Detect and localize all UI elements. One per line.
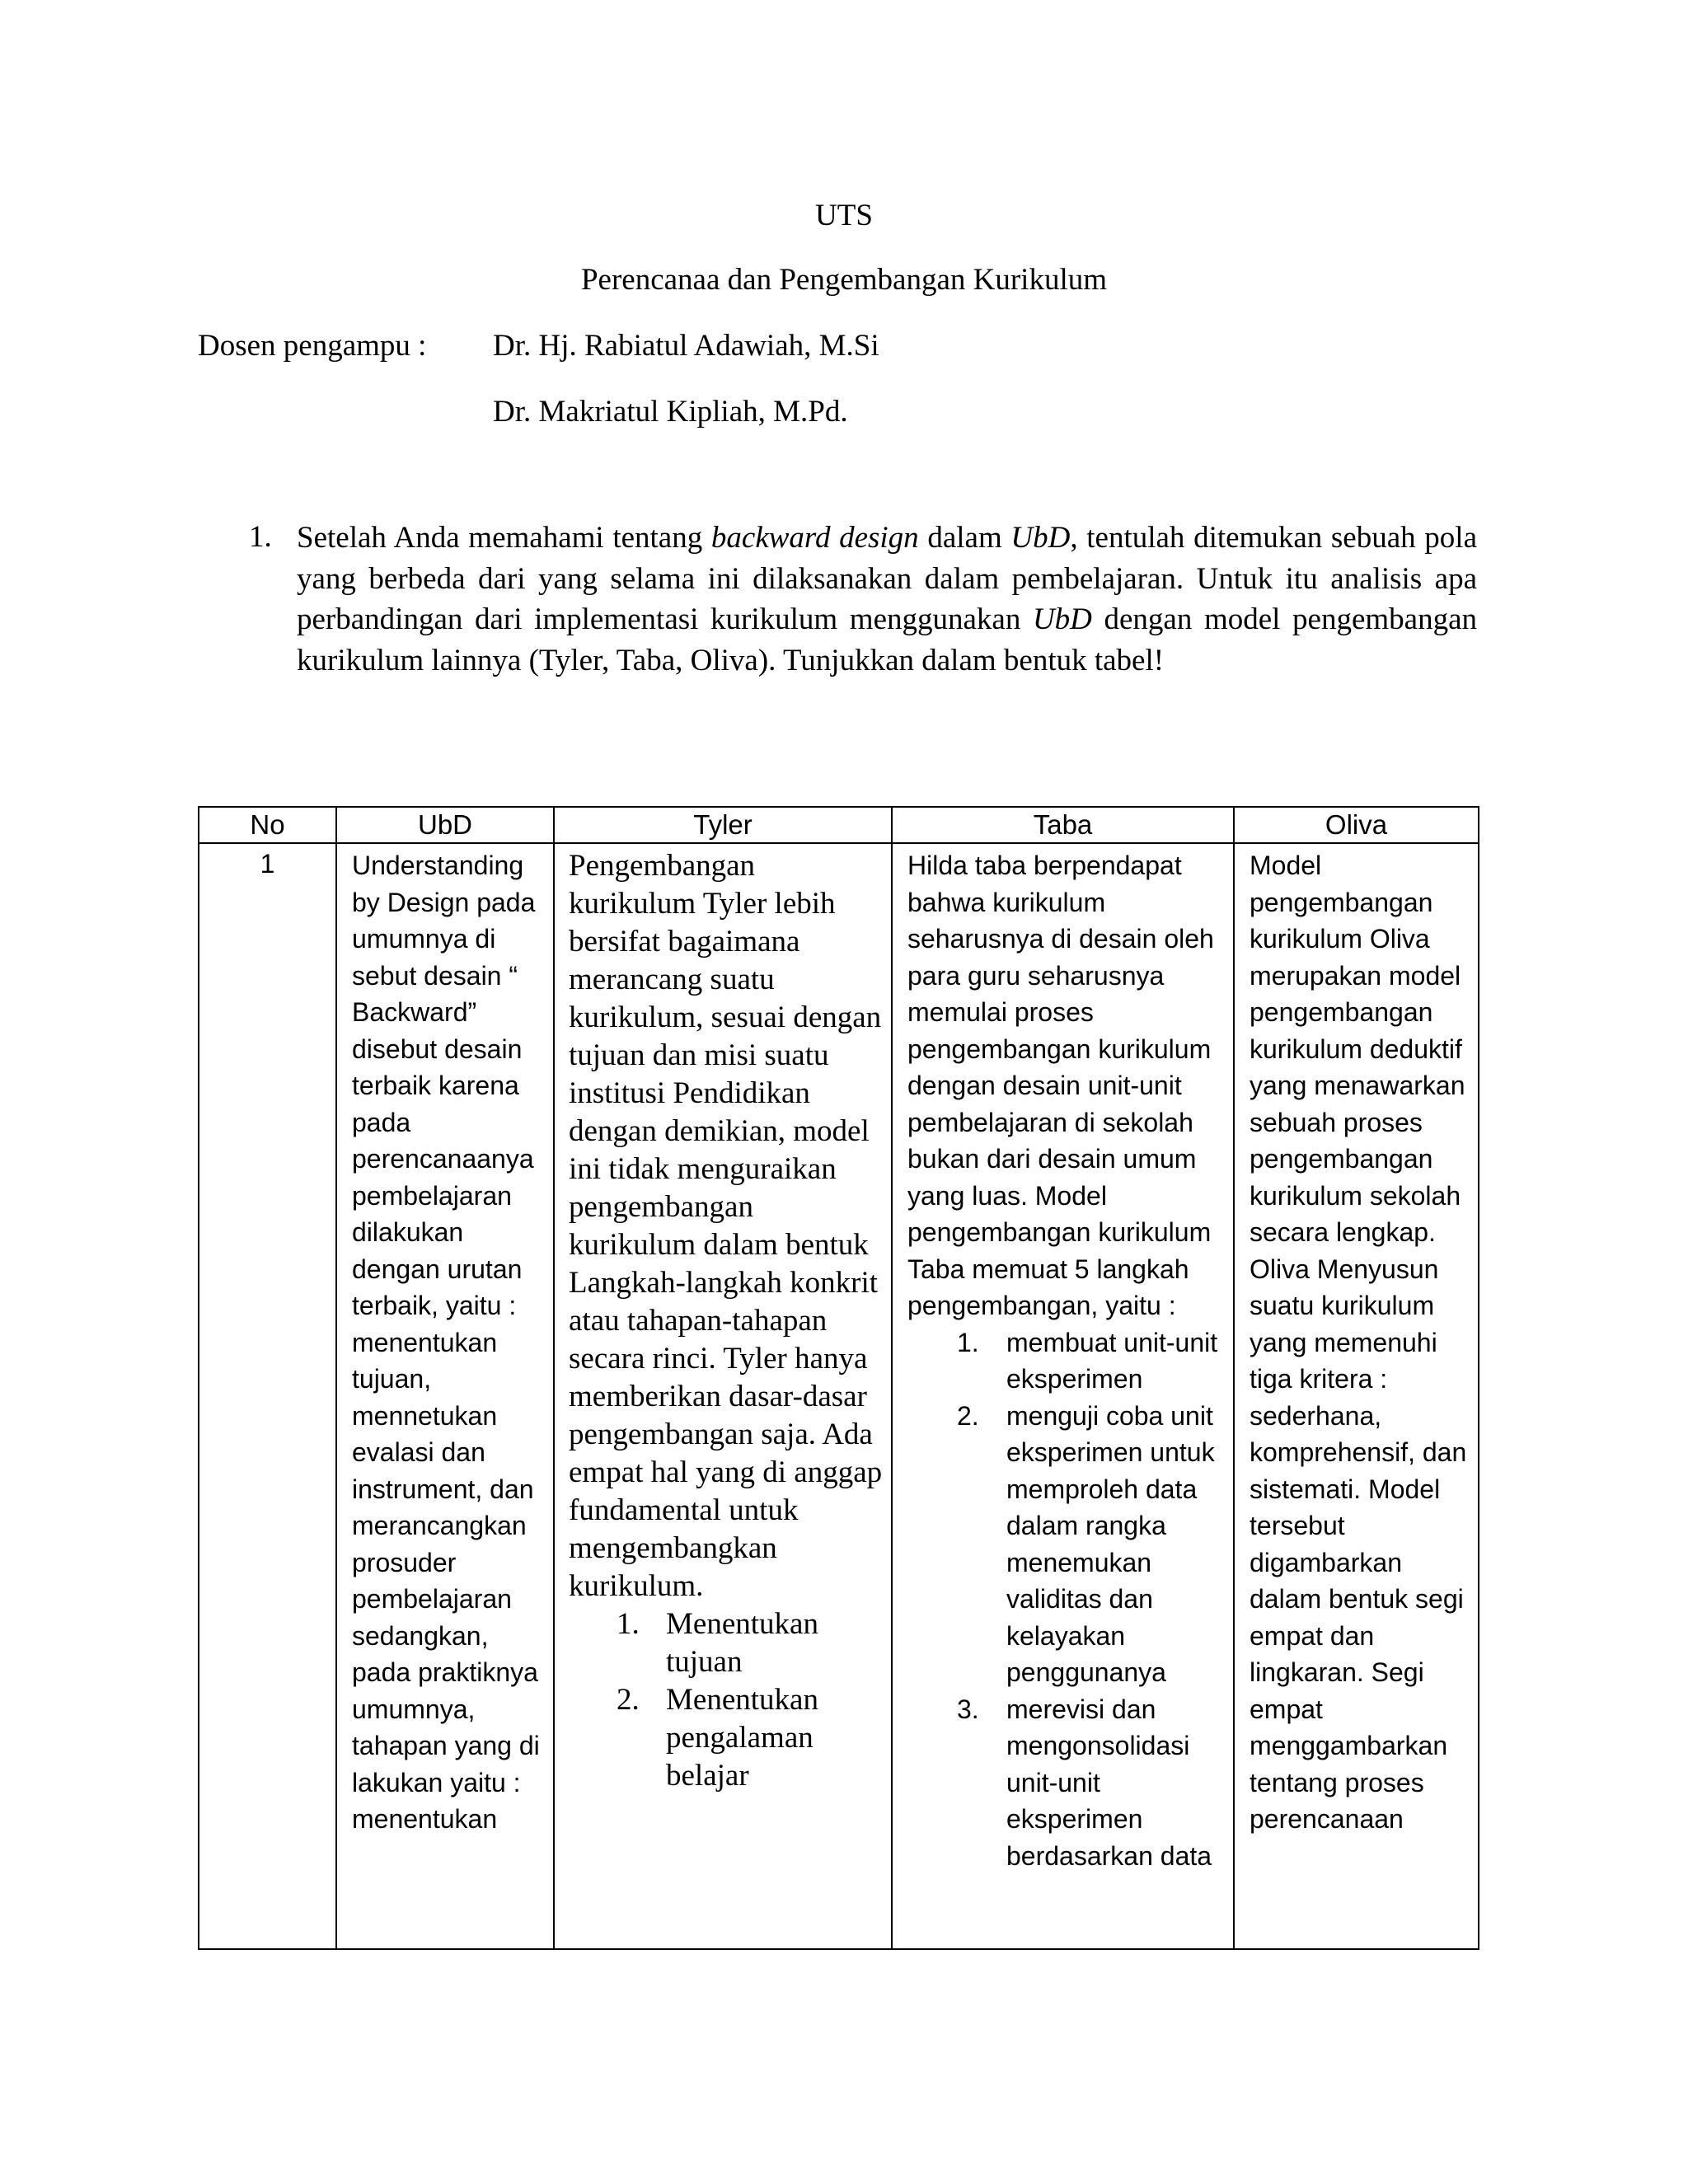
cell-oliva: Model pengembangan kurikulum Oliva merupakan model pengembangan kurikulum deduktif yang menawarkan sebuah proses pengembangan kurikulum sekolah secara lengkap. Oliva Menyusun suatu kurikulum yang memenuhi tiga kritera : sederhana, komprehensif, dan sistemati. Model tersebut digambarkan dalam bentuk segi empat dan lingkaran. Segi empat menggambarkan tentang proses perencanaan xyxy=(1234,843,1479,1949)
comparison-table xyxy=(198,806,1479,1950)
document-title: UTS xyxy=(815,199,873,232)
list-text: Menentukan pengalaman belajar xyxy=(666,1683,818,1793)
question-term: UbD xyxy=(1010,521,1071,555)
taba-list xyxy=(907,1324,1228,1875)
list-number: 1. xyxy=(957,1327,979,1357)
list-item xyxy=(907,1691,1228,1875)
list-text: membuat unit-unit eksperimen xyxy=(1006,1327,1218,1394)
list-number: 2. xyxy=(957,1400,979,1431)
list-item xyxy=(907,1398,1228,1691)
cell-ubd: Understanding by Design pada umumnya di sebut desain “ Backward” disebut desain terbaik karena pada perencanaanya pembelajaran dilakukan dengan urutan terbaik, yaitu : menentukan tujuan, mennetukan evalasi dan instrument, dan merancangkan prosuder pembelajaran sedangkan, pada praktiknya umumnya, tahapan yang di lakukan yaitu : menentukan xyxy=(336,843,554,1949)
header-oliva: Oliva xyxy=(1234,807,1479,843)
header-no: No xyxy=(199,807,336,843)
header-tyler: Tyler xyxy=(554,807,892,843)
list-text: merevisi dan mengonsolidasi unit-unit eksperimen berdasarkan data xyxy=(1006,1694,1212,1871)
question-text-part: dalam xyxy=(918,521,1011,555)
list-item xyxy=(569,1605,884,1681)
lecturer-name: Dr. Hj. Rabiatul Adawiah, M.Si xyxy=(493,329,879,363)
lecturer-name: Dr. Makriatul Kipliah, M.Pd. xyxy=(493,395,848,429)
question-text-part: , tentulah ditemukan sebuah pola yang berbeda dari yang selama ini dilaksanakan dalam pembelajaran. Untuk itu analisis apa perbandingan dari implementasi kurikulum menggunakan xyxy=(297,521,1477,637)
lecturer-label: Dosen pengampu : xyxy=(198,329,427,363)
table-header-row xyxy=(199,807,1479,843)
question-text xyxy=(297,518,1477,681)
list-text: Menentukan tujuan xyxy=(666,1607,818,1679)
list-number: 1. xyxy=(617,1607,640,1641)
question-text-part: Setelah Anda memahami tentang xyxy=(297,521,711,555)
list-text: menguji coba unit eksperimen untuk memproleh data dalam rangka menemukan validitas dan kelayakan penggunanya xyxy=(1006,1400,1215,1687)
list-number: 2. xyxy=(617,1683,640,1717)
tyler-intro: Pengembangan kurikulum Tyler lebih bersifat bagaimana merancang suatu kurikulum, sesuai dengan tujuan dan misi suatu institusi Pendidikan dengan demikian, model ini tidak menguraikan pengembangan kurikulum dalam bentuk Langkah-langkah konkrit atau tahapan-tahapan secara rinci. Tyler hanya memberikan dasar-dasar pengembangan saja. Ada empat hal yang di anggap fundamental untuk mengembangkan kurikulum. xyxy=(569,849,883,1603)
cell-no: 1 xyxy=(199,843,336,1949)
tyler-list xyxy=(569,1605,884,1795)
list-number: 3. xyxy=(957,1694,979,1724)
table-row xyxy=(199,843,1479,1949)
question-term: UbD xyxy=(1032,602,1092,637)
list-item xyxy=(569,1681,884,1795)
cell-taba xyxy=(892,843,1234,1949)
cell-tyler xyxy=(554,843,892,1949)
list-item xyxy=(907,1324,1228,1398)
question-term: backward design xyxy=(710,521,919,555)
question-text-part: dengan model pengembangan kurikulum lainnya (Tyler, Taba, Oliva). Tunjukkan dalam bentuk tabel! xyxy=(297,602,1478,677)
question-number: 1. xyxy=(249,520,272,554)
course-title: Perencanaa dan Pengembangan Kurikulum xyxy=(580,263,1108,297)
header-taba: Taba xyxy=(892,807,1234,843)
taba-intro: Hilda taba berpendapat bahwa kurikulum seharusnya di desain oleh para guru seharusnya memulai proses pengembangan kurikulum dengan desain unit-unit pembelajaran di sekolah bukan dari desain umum yang luas. Model pengembangan kurikulum Taba memuat 5 langkah pengembangan, yaitu : xyxy=(907,851,1214,1320)
header-ubd: UbD xyxy=(336,807,554,843)
